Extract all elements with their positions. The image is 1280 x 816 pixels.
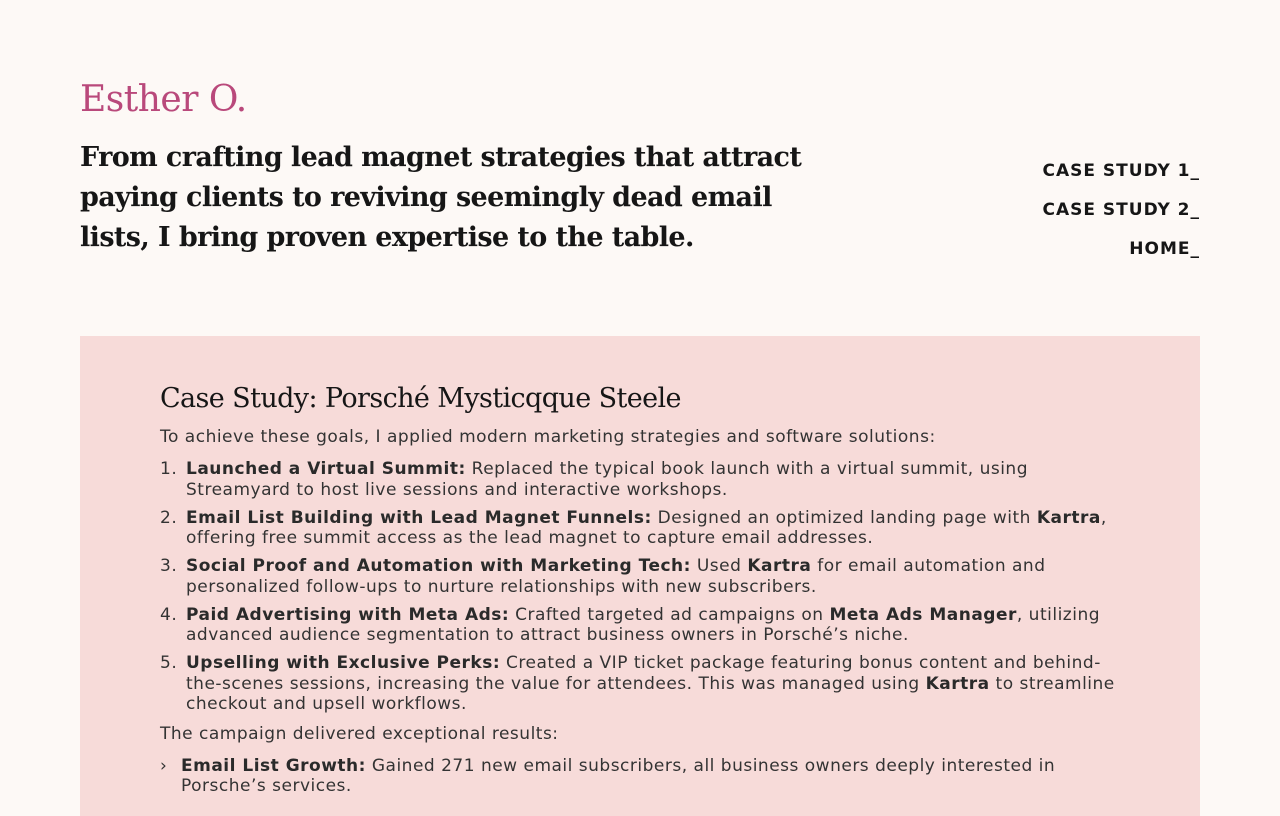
item-title: Paid Advertising with Meta Ads: xyxy=(186,604,510,625)
tool-name: Kartra xyxy=(1036,507,1101,528)
item-title: Social Proof and Automation with Marketing Tech: xyxy=(186,556,691,576)
tool-name: Meta Ads Manager xyxy=(829,604,1017,625)
results-list xyxy=(160,756,1120,797)
strategy-list xyxy=(160,459,1120,715)
list-item xyxy=(160,556,1120,597)
site-name: Esther O. xyxy=(80,79,247,120)
nav-home[interactable]: HOME_ xyxy=(1129,239,1200,259)
tagline: From crafting lead magnet strategies that attract paying clients to reviving seemingly dead email lists, I bring proven expertise to the table. xyxy=(80,142,802,253)
item-number: 3. xyxy=(160,556,178,576)
nav-case-study-2[interactable]: CASE STUDY 2_ xyxy=(1042,200,1200,220)
tool-name: Kartra xyxy=(747,556,812,576)
list-item xyxy=(160,605,1120,646)
item-text: Replaced the typical book launch with a virtual summit, using Streamyard to host live sessions and interactive workshops. xyxy=(186,459,1028,500)
item-number: 5. xyxy=(160,653,178,673)
item-number: 1. xyxy=(160,459,178,479)
item-number: 2. xyxy=(160,507,178,528)
chevron-right-icon: › xyxy=(160,755,168,776)
case-study-intro: To achieve these goals, I applied modern marketing strategies and software solutions: xyxy=(160,427,936,447)
nav-case-study-1[interactable]: CASE STUDY 1_ xyxy=(1042,161,1200,181)
item-number: 4. xyxy=(160,604,178,625)
main-nav xyxy=(1043,152,1200,269)
list-item xyxy=(160,653,1120,715)
list-item xyxy=(160,508,1120,549)
item-title: Email List Building with Lead Magnet Funnels: xyxy=(186,507,652,528)
results-intro: The campaign delivered exceptional results: xyxy=(160,723,559,744)
item-title: Launched a Virtual Summit: xyxy=(186,459,466,479)
list-item xyxy=(160,459,1120,500)
item-title: Email List Growth: xyxy=(181,755,366,776)
case-study-card xyxy=(80,336,1200,816)
page-header xyxy=(80,78,1200,258)
item-text: for email automation and personalized follow-ups to nurture relationships with new subscribers. xyxy=(186,556,1046,597)
item-title: Upselling with Exclusive Perks: xyxy=(186,653,501,673)
item-text: Designed an optimized landing page with xyxy=(651,507,1037,528)
item-text: Crafted targeted ad campaigns on xyxy=(509,604,830,625)
case-study-title: Case Study: Porsché Mysticqque Steele xyxy=(160,383,681,414)
item-text: , utilizing advanced audience segmentation to attract business owners in Porsché’s niche. xyxy=(186,604,1101,645)
tool-name: Kartra xyxy=(925,673,990,694)
item-text: Used xyxy=(690,556,748,576)
item-text: , offering free summit access as the lead magnet to capture email addresses. xyxy=(186,507,1107,548)
item-text: to streamline checkout and upsell workflows. xyxy=(186,673,1115,714)
item-text: Gained 271 new email subscribers, all business owners deeply interested in Porsche’s services. xyxy=(181,755,1056,796)
item-text: Created a VIP ticket package featuring bonus content and behind-the-scenes sessions, increasing the value for attendees. This was managed using xyxy=(186,653,1101,694)
list-item xyxy=(160,756,1120,797)
